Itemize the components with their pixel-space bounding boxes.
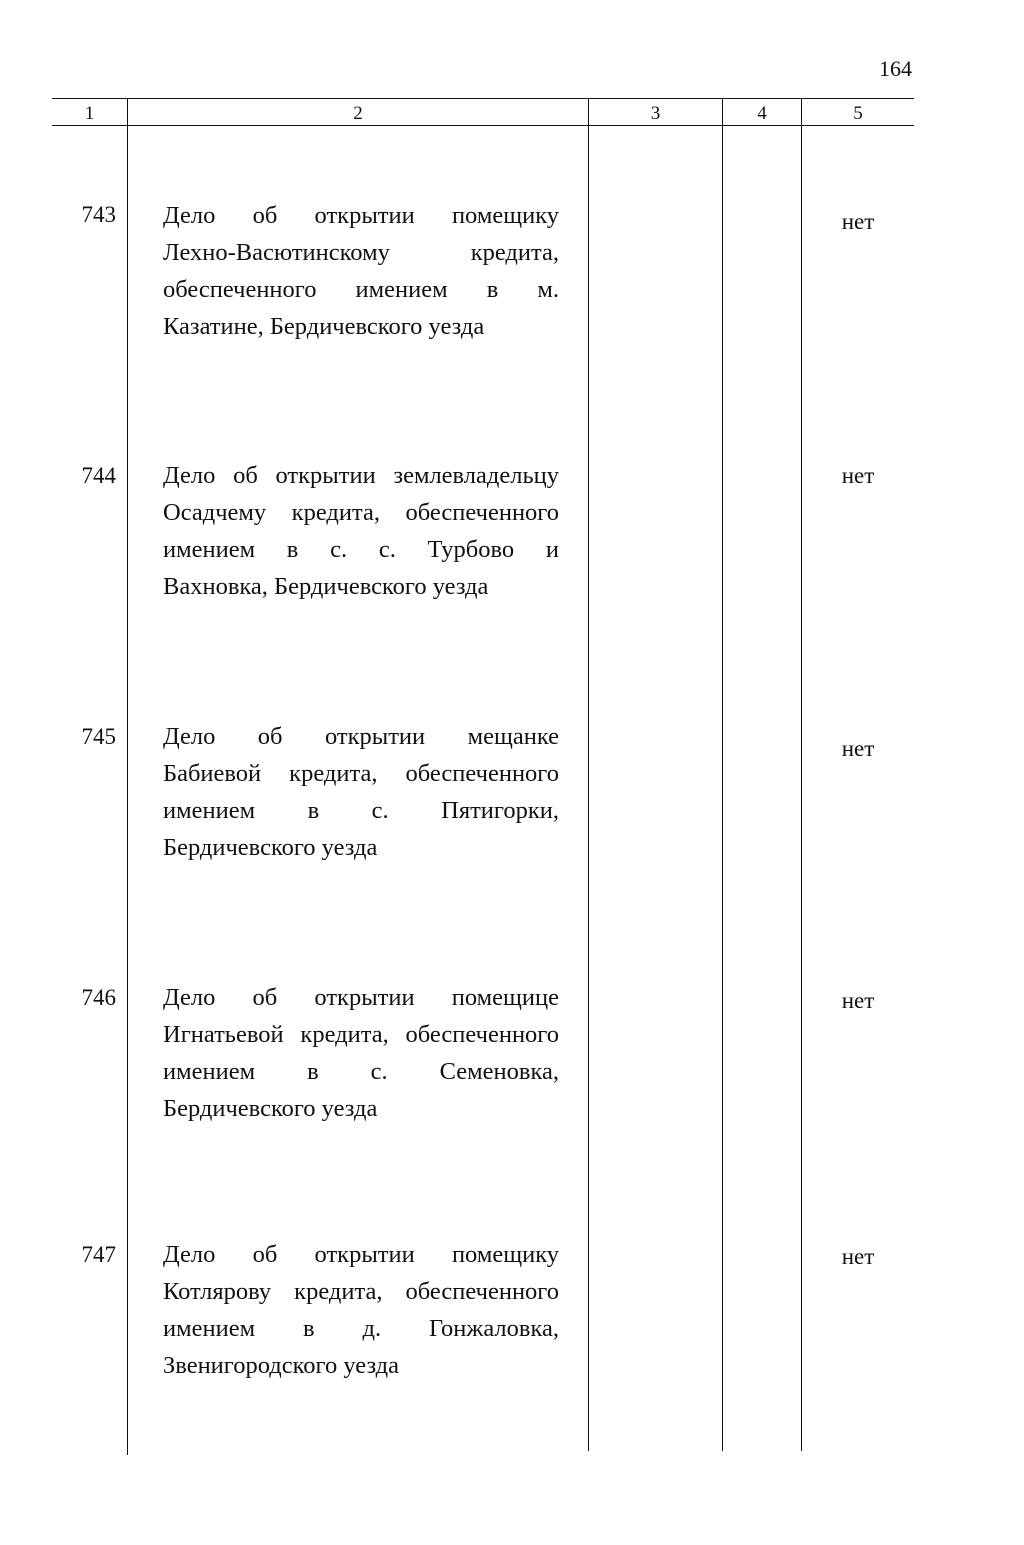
column-divider-2 [588, 99, 589, 1451]
description-line: имением в с. с. Турбово и [163, 536, 559, 563]
row-description [163, 979, 559, 1127]
row-number: 744 [81, 463, 116, 488]
description-line: Бердичевского уезда [163, 834, 378, 861]
row-col5-value: нет [841, 209, 875, 234]
description-line: Звенигородского уезда [163, 1352, 400, 1379]
row-col5-value: нет [841, 736, 875, 761]
description-line: Дело об открытии мещанке [163, 723, 559, 750]
row-col5-value: нет [841, 1244, 875, 1269]
table-top-rule [52, 98, 914, 99]
column-header-1: 1 [84, 103, 95, 124]
page-number: 164 [879, 56, 912, 81]
description-line: Игнатьевой кредита, обеспеченного [163, 1021, 559, 1048]
column-divider-1 [127, 99, 128, 1455]
column-header-2: 2 [353, 103, 363, 124]
description-line: Дело об открытии помещику [163, 202, 559, 229]
column-header-5: 5 [853, 103, 863, 124]
row-col5-value: нет [841, 463, 875, 488]
description-line: Дело об открытии помещику [163, 1241, 559, 1268]
description-line: имением в с. Семеновка, [163, 1058, 559, 1085]
column-header-3: 3 [650, 103, 661, 124]
row-description [163, 718, 559, 866]
row-description [163, 197, 559, 345]
description-line: Дело об открытии землевладельцу [163, 462, 559, 489]
column-header-4: 4 [757, 103, 767, 124]
row-number: 745 [81, 724, 116, 749]
row-number: 743 [81, 202, 116, 227]
row-number: 746 [81, 985, 116, 1010]
description-line: имением в с. Пятигорки, [163, 797, 559, 824]
description-line: Вахновка, Бердичевского уезда [163, 573, 489, 600]
column-divider-4 [801, 99, 802, 1451]
description-line: Казатине, Бердичевского уезда [163, 313, 485, 340]
row-number: 747 [81, 1242, 116, 1267]
description-line: обеспеченного имением в м. [163, 276, 559, 303]
description-line: Бабиевой кредита, обеспеченного [163, 760, 559, 787]
description-line: Бердичевского уезда [163, 1095, 378, 1122]
description-line: Осадчему кредита, обеспеченного [163, 499, 559, 526]
row-description [163, 1236, 559, 1384]
row-col5-value: нет [841, 988, 875, 1013]
row-description [163, 457, 559, 605]
description-line: Дело об открытии помещице [163, 984, 559, 1011]
description-line: имением в д. Гонжаловка, [163, 1315, 559, 1342]
column-divider-3 [722, 99, 723, 1451]
description-line: Котлярову кредита, обеспеченного [163, 1278, 559, 1305]
description-line: Лехно-Васютинскому кредита, [163, 239, 559, 266]
